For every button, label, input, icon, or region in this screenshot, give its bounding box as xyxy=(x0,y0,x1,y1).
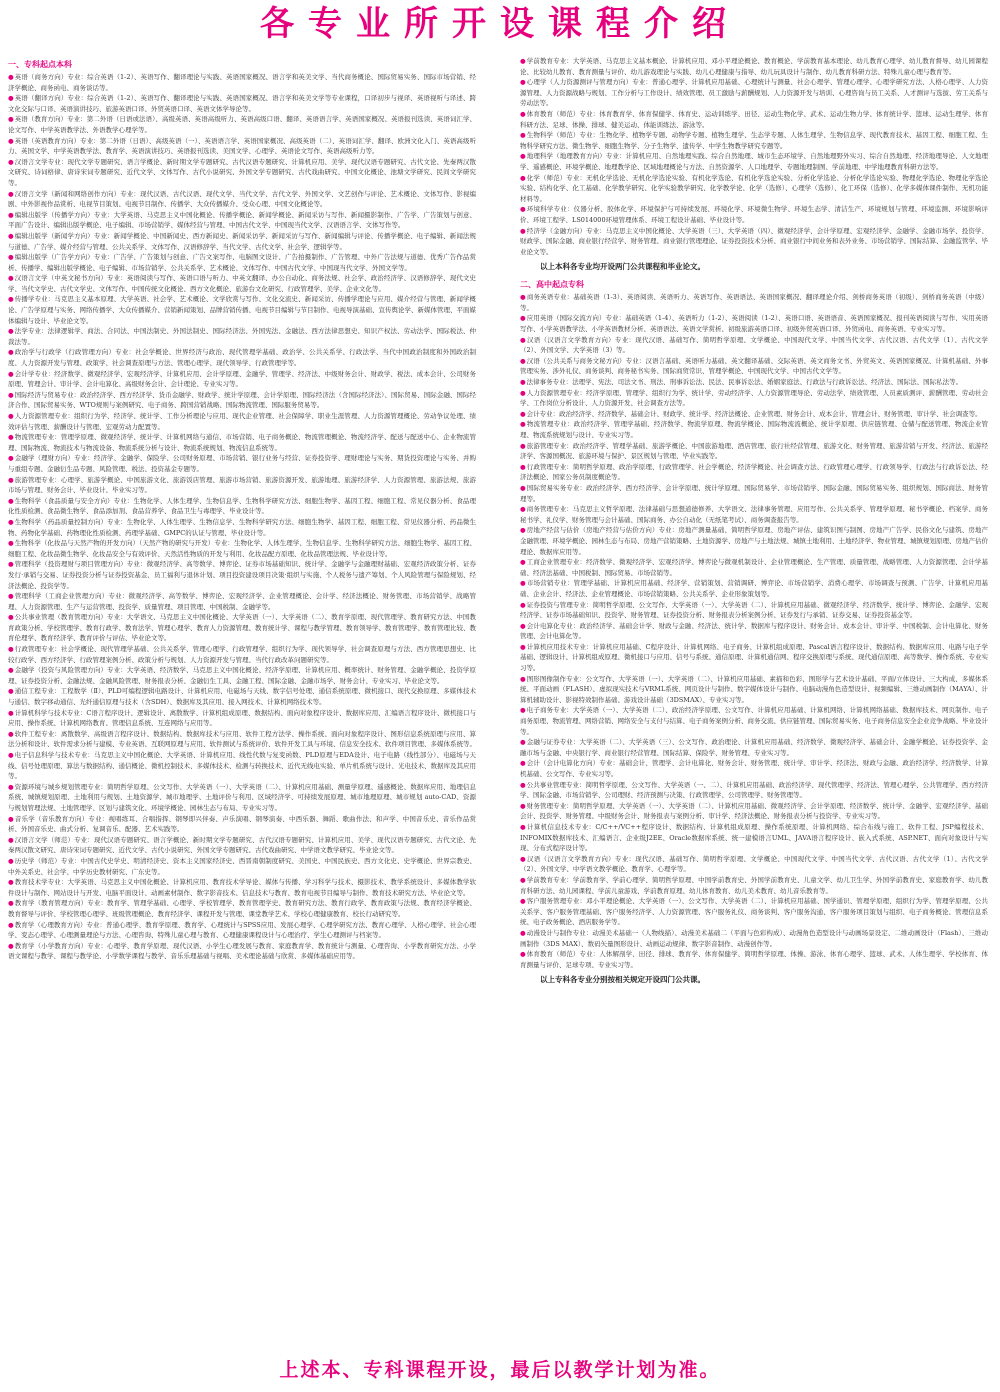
bullet-icon: ● xyxy=(8,751,14,759)
junior-heading: 二、高中起点专科 xyxy=(520,280,584,290)
course-entry xyxy=(520,292,988,313)
course-entry-text: 证券投资与管理专业：简明哲学原理、公文写作、大学英语（一）、大学英语（二）、计算机应用基础、微观经济学、经济数学、统计学、博弈论、金融学、宏观经济学、证券市场基础知识、投资学、财务管理、证券投资分析、财务报表分析案例分析、证券发行与承销、证券交易、证券投资基金等。 xyxy=(520,600,989,620)
bullet-icon: ● xyxy=(520,738,526,747)
course-entry-text: 市场营销专业：管理学基础、计算机应用基础、经济学、营销策划、营销调研、博弈论、市场营销学、消费心理学、市场调查与预测、广告学、计算机应用基础、企业会计、经济法、企业管理概论、市场营销策略、公共关系学、企业形象策划等。 xyxy=(520,579,989,598)
course-entry xyxy=(520,822,988,854)
bullet-icon: ● xyxy=(8,73,14,81)
course-entry xyxy=(8,157,476,189)
bullet-icon: ● xyxy=(520,152,526,161)
course-entry xyxy=(8,835,476,856)
course-entry xyxy=(520,578,988,599)
bullet-icon: ● xyxy=(520,621,526,630)
course-entry-text: 英语（教育方向）专业：第二外语（日语或法语）、高级英语、英语高级听力、英语高级口语、翻译、英语语言学、英语国家概况、英语报刊选读、英语词汇学、论文写作、中学英语教学法、外语教学心理学等。 xyxy=(8,115,477,134)
course-entry xyxy=(520,705,988,737)
bullet-icon: ● xyxy=(8,433,14,442)
course-entry xyxy=(8,898,476,919)
bullet-icon: ● xyxy=(520,378,526,387)
bullet-icon: ● xyxy=(8,941,14,950)
course-entry-text: 商务英语专业：基础英语（1-3）、英语阅读、英语听力、英语写作、英语语法、英语国家概况、翻译理论介绍、剑桥商务英语（初级）、剑桥商务英语（中级）等。 xyxy=(520,293,989,312)
course-entry-text: 行政管理专业：简明哲学原理、政治学原理、行政管理学、社会学概论、经济学概论、社会调查方法、行政管理心理学、行政领导学、行政法与行政诉讼法、经济法概论、国家公务员制度概论等。 xyxy=(520,462,989,482)
course-entry xyxy=(520,504,988,525)
course-entry xyxy=(520,356,988,377)
course-entry xyxy=(520,758,988,779)
bullet-icon: ● xyxy=(8,115,14,124)
bullet-icon: ● xyxy=(520,388,526,397)
page-title: 各专业所开设课程介绍 xyxy=(260,4,740,44)
course-entry xyxy=(520,483,988,504)
bullet-icon: ● xyxy=(520,226,526,235)
course-entry-text: 图形图像制作专业：公文写作、大学英语（一）、大学英语（二）、计算机应用基础、素描和色彩、图形学与艺术设计基础、平面/立体设计、三大构成、多媒体系统、平面动画（FLASH）、虚拟现实技术与VRML系统、网页设计与制作、数字媒体设计与制作、电脑动漫角色造型设计、视频编辑、三维动画制作（MAYA）、计算机辅助设计、影视特效制作基础、游戏设计基础（3DSMAX）、专业实习等。 xyxy=(520,674,988,704)
course-entry-text: 汉语（公共关系与商务文秘方向）专业：汉语言基础、英语听力基础、英文翻译基础、交际英语、英文商务文书、外贸英文、英语国家概况、计算机基础、外事管理实务、涉外礼仪、商务谈判、商务秘书实务、国际商贸常识、管理学概论、中国现代文学、中国古代文学等。 xyxy=(520,356,989,376)
bullet-icon: ● xyxy=(520,875,526,884)
junior-entries xyxy=(520,292,988,970)
bullet-icon: ● xyxy=(520,205,526,214)
bullet-icon: ● xyxy=(520,314,526,323)
bullet-icon: ● xyxy=(520,409,526,418)
bullet-icon: ● xyxy=(520,441,526,450)
course-entry xyxy=(520,77,988,109)
course-entry-text: 教育技术学专业：大学英语、马克思主义中国化概论、计算机应用、教育技术学导论、媒体与传播、学习科学与技术、摄影技术、教学系统设计、多媒体教学软件设计与制作、网站设计与开发、电脑平面设计、动画素材制作、数字影音技术、信息技术与教育、教育电视节目编导与制作、教育技术研究方法、毕业论文等。 xyxy=(8,878,477,897)
course-entry-text: 金融学（理财方向）专业：经济学、金融学、保险学、公司财务原理、市场营销、银行业务与经营、证券投资学、理财理论与实务、期货投资理论与实务、并购与重组专题、金融衍生品专题、风险管理、税法、投资基金专题等。 xyxy=(8,454,477,473)
bullet-icon: ● xyxy=(520,173,526,182)
course-entry-text: 生物科学（师范）专业：生物化学、植物学专题、动物学专题、植物生理学、生态学专题、人体生理学、生物信息学、现代教育技术、基因工程、细胞工程、生物科学研究方法、微生物学、细胞生物学、分子生物学、遗传学、中学生物教学研究专题等。 xyxy=(520,131,989,150)
course-entry xyxy=(520,896,988,928)
course-entry-text: 化学（师范）专业：无机化学选论、无机化学选论实验、有机化学选论、有机化学选论实验、分析化学选论、分析化学选论实验、物理化学选论、物理化学选论实验、结构化学、化工基础、化学教学研究、化学实验教学研究、化学教学论、化学（选修）、心理学（选修）、化工环保（选修）、化学多媒体课件制作、无机功能材料等。 xyxy=(520,173,989,203)
course-entry-text: 通信工程专业：工程数学（Ⅱ）、PLD可编程逻辑电路设计、计算机应用、电磁场与天线、数字信号处理、通信系统原理、微机接口、现代交换原理、多媒体技术与通信、数字移动通信、光纤通信原理与技术（含SDH）、数据库及其应用、接入网技术、计算机网络技术等。 xyxy=(8,687,476,707)
bullet-icon: ● xyxy=(8,687,14,696)
course-entry xyxy=(520,462,988,483)
course-entry-text: 生物科学（药品质量控制方向）专业：生物化学、人体生理学、生物信息学、生物科学研究方法、细胞生物学、基因工程、细胞工程、常见仪器分析、药品微生物、药物化学基础、药物理化性质检测、药理学基础、GMPC的认证与管理、毕业设计等。 xyxy=(8,517,477,537)
course-entry xyxy=(520,875,988,896)
course-entry-text: 公共事业管理专业：简明哲学原理、公文写作、大学英语（一、二）、计算机应用基础、政治经济学、现代管理学、经济法、管理心理学、公共管理学、西方经济学、国际金融、市场营销学、公司理财、经济预测与决策、行政管理学、公司管理学、财务管理等。 xyxy=(520,780,989,800)
bullet-icon: ● xyxy=(520,780,526,789)
bullet-icon: ● xyxy=(8,189,14,198)
course-entry-text: 传播学专业：马克思主义基本原理、大学英语、社会学、艺术概论、文学欣赏与写作、文化交流史、新闻采访、传播学理论与应用、媒介经营与管理、新闻学概论、广告学原理与实务、网络传播学、大众传播媒介、营销新闻策划、品牌营销传播、电视节目编辑与节目制作、电视导演基础、宣传舆论学、新媒体管理、平面媒体编辑与设计、毕业论文等。 xyxy=(8,295,477,325)
bullet-icon: ● xyxy=(8,708,14,717)
course-entry xyxy=(8,941,476,962)
course-entry-text: 政治学与行政学（行政管理方向）专业：社会学概论、世界经济与政治、现代管理学基础、政治学、公共关系学、行政法学、当代中国政治制度和外国政治制度、人力资源开发与管理、政策学、社会调查原理与方法、管理心理学、现代领导学、行政管理学等。 xyxy=(8,348,477,368)
bullet-icon: ● xyxy=(8,157,14,166)
course-entry-text: 会计（会计电算化方向）专业：基础会计、管理学、会计电算化、财务会计、财务管理、统计学、审计学、经济法、财政与金融、政治经济学、经济数学、计算机基础、公文写作、专业实习等。 xyxy=(520,759,989,778)
course-entry xyxy=(8,411,476,432)
bullet-icon: ● xyxy=(520,57,526,65)
bullet-icon: ● xyxy=(8,327,14,336)
course-entry-text: 公共事业管理（教育管理方向）专业：大学语文、马克思主义中国化概论、大学英语（一）、大学英语（二）、教育学原理、现代管理学、教育研究方法、中国教育政策分析、学校管理学、教育行政学、教育法学、管理心理学、教育人力资源管理、教育统计学、课程与教学管理、教育领导学、教育管理学、教育管理比较、教育伦理学、教育经济学、教育评价与评估、毕业论文等。 xyxy=(8,613,477,643)
bullet-icon: ● xyxy=(520,674,526,683)
course-entry xyxy=(520,949,988,970)
junior-note: 以上专科各专业分别按相关规定开设四门公共课。 xyxy=(540,975,705,985)
bullet-icon: ● xyxy=(520,462,526,471)
course-entry-text: 会计学专业：经济数学、微观经济学、宏观经济学、计算机应用、会计学原理、金融学、管理学、经济法、中级财务会计、财政学、税法、成本会计、公司财务原理、管理会计、审计学、会计电算化、高级财务会计、会计理论、专业实习等。 xyxy=(8,369,477,389)
course-entry xyxy=(520,377,988,388)
course-entry-text: 金融学（投资与风险管理方向）专业：大学英语、经济数学、马克思主义中国化概论、经济学原理、计算机应用、概率统计、财务管理、金融学概论、投资学原理、证券投资分析、金融法规、金融风险管理、财务报表分析、金融衍生工具、金融工程、国际金融、金融市场学、财务会计、专业实习、毕业论文等。 xyxy=(8,666,477,685)
bullet-icon: ● xyxy=(8,517,14,526)
course-entry xyxy=(520,419,988,440)
course-entry xyxy=(8,390,476,411)
bullet-icon: ● xyxy=(8,835,14,844)
course-entry-text: 汉语言文学专业：现代文学专题研究、语言学概论、新时期文学专题研究、古代汉语专题研究、计算机应用、美学、现代汉语专题研究、古代文论、先秦两汉散文研究、诗词格律、唐诗宋词专题研究、近代文学、文体写作、古代小说研究、外国文学专题研究、古代戏曲研究、中国文化概论、池塘文学研究、民间文学研究等。 xyxy=(8,157,477,187)
bullet-icon: ● xyxy=(8,454,14,463)
left-column xyxy=(8,56,476,962)
course-entry-text: 电子商务专业：大学英语（一）、大学英语（二）、政治经济学原理、公文写作、计算机应用基础、计算机网络、计算机网络基础、数据库技术、网页制作、电子商务原理、物流管理、网络营销、网络安全与支付与结算、电子商务案例分析、商务交流、供应链管理、国际贸易实务、电子商务信息安全企业竞争战略、毕业设计等。 xyxy=(520,706,989,736)
course-entry xyxy=(520,441,988,462)
course-entry-text: 商务管理专业：马克思主义哲学原理、法律基础与思想道德修养、大学语文、法律事务管理、应用写作、公共关系学、管理学原理、秘书学概论、档案学、商务秘书学、礼仪学、财务管理与会计基础、国际商务、办公自动化（无纸笔考试）、商务调查报告等。 xyxy=(520,505,989,524)
bullet-icon: ● xyxy=(8,210,14,219)
right-column xyxy=(520,56,988,992)
course-entry xyxy=(8,294,476,326)
course-entry-text: 房地产经营与估价（房地产经营与估价方向）专业：房地产测量基础、简明哲学原理、房地产评估、建筑识图与制图、房地产广告学、民俗文化与建筑、房地产金融管理、环境学概论、园林生态与布局、房地产营销策略、土地资源学、房地产与土地法规、城镇土地利用、土地经济学、物业管理、城镇规划原理、房地产估价理论、数据库应用等。 xyxy=(520,526,989,556)
bullet-icon: ● xyxy=(520,526,526,535)
course-entry-text: 动漫设计与制作专业：动漫美术基础一（人物线描）、动漫美术基础二（平面与色彩构成）、动漫角色造型设计与动画场景设定、二维动画设计（Flash）、三维动画制作（3DS MAX）、数码矢量图形设计、动画运动规律、数字影音制作、动漫创作等。 xyxy=(520,928,988,948)
course-entry xyxy=(8,708,476,729)
bullet-icon: ● xyxy=(8,496,14,505)
course-entry-text: 管理科学（投资理财与项目管理方向）专业：微观经济学、高等数学、博弈论、证券市场基础知识、统计学、金融学与金融理财基础、宏观经济政策分析、证券发行·承销与交易、证券投资分析与证券投资基金、员工福利与退休计划、项目投资建设项目决策·组织与实施、个人税务与遗产筹划、个人风险管理与保险规划、经济法概论、投资学等。 xyxy=(8,560,477,590)
course-entry xyxy=(520,557,988,578)
course-entry-text: 学前教育专业：学前教育学、学前心理学、简明哲学原理、中国学前教育史、外国学前教育史、儿童文学、幼儿卫生学、外国学前教育史、家庭教育学、幼儿教育科研方法、幼儿园课程、学前儿童游戏、学前教育原理、幼儿体育教育、幼儿美术教育、幼儿音乐教育等。 xyxy=(520,875,989,895)
course-entry xyxy=(8,326,476,347)
course-entry xyxy=(8,517,476,538)
course-entry-text: 法律事务专业：法理学、宪法、司法文书、刑法、刑事诉讼法、民法、民事诉讼法、婚姻家庭法、行政法与行政诉讼法、经济法、国际法、国际私法等。 xyxy=(526,378,963,387)
course-entry-text: 国际经济与贸易专业：政治经济学、西方经济学、货币金融学、财政学、统计学原理、会计学原理、国际经济法（含国际经济法）、国际贸易、国际金融、国际经济合作、国际贸易实务、WTO规则与案例研究、电子商务、跨国营销战略、国际物流管理、国际服务贸易等。 xyxy=(8,390,477,410)
bullet-icon: ● xyxy=(520,356,526,365)
course-entry xyxy=(8,686,476,707)
course-entry xyxy=(8,559,476,591)
bullet-icon: ● xyxy=(8,814,14,823)
course-entry-text: 编辑出版学（广告学方向）专业：广告学、广告策划与创意、广告文案写作、电脑图文设计、广告拍摄制作、广告管理、中外广告法规与道德、优秀广告作品赏析、传播学、编辑出版学概论、电子编辑、市场营销学、公共关系学、艺术概论、文体写作、中国古代文学、中国现当代文学、外国文学等。 xyxy=(8,253,477,272)
bullet-icon: ● xyxy=(520,131,526,140)
course-entry xyxy=(8,475,476,496)
course-entry-text: 人力资源管理专业：经济学原理、管理学、组织行为学、统计学、劳动经济学、人力资源管理导论、劳动法学、绩效管理、人员素质测评、薪酬管理、劳动社会学、工作岗位分析设计、人力资源开发、社会调查方法等。 xyxy=(520,388,989,408)
bullet-icon: ● xyxy=(520,78,526,87)
course-entry-text: 法学专业：法律逻辑学、商法、合同法、中国法制史、外国法制史、国际经济法、外国宪法、金融法、西方法律思想史、知识产权法、劳动法学、国际税法、仲裁法等。 xyxy=(8,327,477,346)
course-entry xyxy=(8,750,476,782)
course-entry-text: 国际贸易实务专业：政治经济学、西方经济学、会计学原理、统计学原理、国际贸易学、市场营销学、国际金融、国际贸易实务、组织规划、国际商法、财务管理等。 xyxy=(520,483,989,503)
course-entry-text: 软件工程专业：离散数学、高级语言程序设计、数据结构、数据库技术与应用、软件工程方法学、操作系统、面向对象程序设计、图形信息系统原理与应用、算法分析和设计、软件需求分析与建模、专业英语、互联网原理与应用、软件测试与系统评价、软件开发工具与环境、信息安全技术、软件项目管理、多媒体系统等。 xyxy=(8,729,477,749)
bullet-icon: ● xyxy=(520,558,526,567)
course-entry-text: 物流管理专业：政治经济学、管理学基础、经济数学、物流学原理、物流学概论、国际物流流概论、统计学原理、供应链管理、仓储与配送管理、物流企业管理、物流系统规划与设计、专业实习等。 xyxy=(520,420,989,439)
course-entry xyxy=(520,854,988,875)
course-entry xyxy=(520,642,988,674)
bullet-icon: ● xyxy=(8,645,14,654)
bullet-icon: ● xyxy=(8,390,14,399)
bullet-icon: ● xyxy=(520,950,526,959)
course-entry xyxy=(8,72,476,93)
course-entry xyxy=(8,538,476,559)
bullet-icon: ● xyxy=(520,822,527,831)
course-entry xyxy=(520,409,988,420)
course-entry xyxy=(520,621,988,642)
bullet-icon: ● xyxy=(8,560,14,569)
bullet-icon: ● xyxy=(520,109,526,118)
course-entry xyxy=(520,204,988,225)
undergrad-entries xyxy=(8,72,476,962)
course-entry xyxy=(520,226,988,258)
course-entry-text: 编辑出版学（传播学方向）专业：大学英语、马克思主义中国化概论、传播学概论、新闻学概论、新闻采访与写作、新闻摄影制作、广告学、广告策划与创意、平面广告设计、编辑出版学概论、电子编辑、市场营销学、媒体经营与管理、中国古代文学、中国现当代文学、汉语语言学、文体写作等。 xyxy=(8,210,477,230)
course-entry xyxy=(520,130,988,151)
course-entry-text: 地理科学（地理教育方向）专业：计算机应用、自然地理实践、综合自然地理、城市生态环境学、自然地理野外实习、综合自然地理、经济地理导论、人文地理学、遥感概论、环境学概论、地理教学论、区域地理概论与方法、自然资源学、人口地理学、专题地理制图、学前地理、中学地理教育科研方法等。 xyxy=(520,152,989,171)
bullet-icon: ● xyxy=(8,539,14,548)
bullet-icon: ● xyxy=(520,928,526,937)
footer-note: 上述本、专科课程开设，最后以教学计划为准。 xyxy=(279,1359,721,1381)
course-entry-text: 音乐学（音乐教育方向）专业：视唱练耳、合唱指挥、钢琴即兴伴奏、声乐演唱、钢琴演奏、中西乐器、舞蹈、歌曲作法、和声学、中国音乐史、音乐作品赏析、外国音乐史、曲式分析、复调音乐、配器、艺术实践等。 xyxy=(8,814,477,834)
course-entry xyxy=(520,525,988,557)
course-entry-text: 历史学（师范）专业：中国古代史学史、明清经济史、资本主义国家经济史、西晋南朝制度研究、美国史、中国民族史、西方文化史、史学概论、世界宗教史、中外关系史、社会学、中学历史教材研究、广东史等。 xyxy=(8,856,477,876)
course-entry-text: 会计专业：政治经济学、经济数学、基础会计、财政学、统计学、经济法概论、企业管理、财务会计、成本会计、管理会计、财务管理、审计学、社会调查等。 xyxy=(526,409,982,418)
course-entry-text: 学前教育专业：大学英语、马克思主义基本概论、计算机应用、邓小平理论概论、教育概论、学前教育基本理论、幼儿教育心理学、幼儿教育督导、幼儿园课程论、比较幼儿教育、教育测量与评价、幼儿游戏理论与实践、幼儿心理健康与指导、幼儿玩具设计与制作、幼儿教育科研方法、特殊儿童心理与教育等。 xyxy=(520,57,989,76)
bullet-icon: ● xyxy=(520,505,526,514)
bullet-icon: ● xyxy=(520,706,526,715)
course-entry xyxy=(520,928,988,949)
course-entry xyxy=(520,151,988,172)
course-entry xyxy=(520,388,988,409)
course-entry xyxy=(8,453,476,474)
bullet-icon: ● xyxy=(8,899,14,908)
course-entry xyxy=(520,600,988,621)
course-entry xyxy=(8,877,476,898)
bullet-icon: ● xyxy=(520,642,526,651)
course-entry-text: 汉语言文学（师范）专业：现代汉语专题研究、语言学概论、新时期文学专题研究、古代汉语专题研究、计算机应用、美学、现代汉语专题研究、古代文论、先秦两汉散文研究、唐诗宋词专题研究、近代文学、古代小说研究、外国文学专题研究、古代戏曲研究、中学语文教学研究、毕业论文等。 xyxy=(8,835,477,855)
course-entry xyxy=(8,782,476,814)
course-entry-text: 电子信息科学与技术专业：马克思主义中国化概论、大学英语、计算机应用、线性代数与复变函数、PLD原理与EDA设计、电子电路（线性部分）、电磁场与天线、信号处理原理、算法与数据结构、通信概论、微机控制技术、多媒体技术、检测与转换技术、近代无线电实验、单片机系统与设计、光电技术、数据库及其应用等。 xyxy=(8,751,476,781)
bullet-icon: ● xyxy=(8,856,14,865)
course-entry-text: 教育学（教育管理方向）专业：教育学、管理学基础、心理学、学校管理学、教育管理学史、教育研究方法、教育行政学、教育政策与法规、教育经济学概论、教育督导与评价、学校管理心理学、班级管理概论、教育经济学、课程开发与管理、课堂教学艺术、学校心理健康教育、校长行动研究等。 xyxy=(8,899,477,918)
course-entry xyxy=(8,612,476,644)
course-entry-text: 管理科学（工商企业管理方向）专业：微观经济学、高等数学、博弈论、宏观经济学、企业管理概论、会计学、经济法概论、财务管理、市场营销学、战略管理、人力资源管理、生产与运营管理、投资学、质量管理、项目管理、中国税制、金融学等。 xyxy=(8,592,477,611)
bullet-icon: ● xyxy=(520,579,526,588)
course-entry-text: 英语（翻译方向）专业：综合英语（1-2）、英语写作、翻译理论与实践、英语国家概况、语言学和英美文学等专业课程，口译初步与视译、英语视听与译述、跨文化交际与口译、英语演讲技巧、旅游英语口译、外贸英语口译、英语文体学导论等。 xyxy=(8,94,477,113)
course-entry-text: 金融与证券专业：大学英语（二）、大学英语（三）、公文写作、政治理论、计算机应用基础、经济数学、微观经济学、基础会计、金融学概论、证券投资学、金融市场与金融、中央银行学、商业银行经营管理、国际结算、保险学、财务管理、专业实习等。 xyxy=(520,738,989,757)
course-entry xyxy=(8,93,476,114)
bullet-icon: ● xyxy=(520,801,526,810)
course-entry xyxy=(520,780,988,801)
course-entry xyxy=(8,814,476,835)
bullet-icon: ● xyxy=(8,782,14,791)
course-entry-text: 汉语言文学（中英文秘书方向）专业：英语阅读与写作、英语口语与听力、中英文翻译、办公自动化、商务法规、社会学、政治经济学、汉语修辞学、现代文史学、当代文学史、古代文学史、文体写作、中国传统文化概论、西方文化概论、旅游台文化研究、行政管理学、美学、企业文化等。 xyxy=(8,274,477,293)
course-entry xyxy=(520,173,988,205)
course-entry-text: 英语（商务方向）专业：综合英语（1-2）、英语写作、翻译理论与实践、英语国家概况、语言学和英美文学、当代商务概论、国际贸易实务、国际市场营销、经济学概论、商务函电、商务谈话等。 xyxy=(8,73,477,92)
course-entry-text: 会计电算化专业：政治经济学、基础会计学、财政与金融、经济法、统计学、数据库与程序设计、财务会计、成本会计、审计学、中国税制、会计电算化、财务管理、会计电算化等。 xyxy=(520,621,989,641)
course-entry xyxy=(8,136,476,157)
course-entry xyxy=(8,496,476,517)
course-entry-text: 客户服务管理专业：邓小平理论概论、大学英语（一）、公文写作、大学英语（二）、计算机应用基础、国学通识、管理学原理、组织行为学、管理学原理、公共关系学、客户服务管理基础、客户服务经济学、人力资源管理、客户服务礼仪、商务谈判、客户服务沟通、客户服务项目策划与组织、电子商务概论、管理信息系统、电子政务概论、酒店服务学等。 xyxy=(520,897,989,927)
course-entry xyxy=(520,335,988,356)
course-entry xyxy=(8,665,476,686)
course-entry-text: 经济学（金融方向）专业：马克思主义中国化概论、大学英语（三）、大学英语（四）、微观经济学、会计学原理、宏观经济学、金融学、金融市场学、投资学、财政学、国际金融、商业银行经营学、财务管理、商业银行管理理论、证券投资技术分析、商业银行中间业务和表外业务、市场营销学、国际结算、金融监管学、毕业论文等。 xyxy=(520,226,989,256)
course-entry-text: 应用英语（国际交流方向）专业：基础英语（1-4）、英语听力（1-2）、英语阅读（1-2）、英语口语、英语语音、英语国家概况、报刊英语阅读与写作、实用英语写作、小学英语教学法、小学英语教材分析、英语语法、英语文学赏析、初级旅游英语口译、初级外贸英语口译、外贸函电、商务英语、专业实习等。 xyxy=(520,314,988,334)
course-entry xyxy=(8,189,476,210)
course-entry-text: 资源环境与城乡规划管理专业：简明哲学原理、公文写作、大学英语（一）、大学英语（二）、计算机应用基础、测量学原理、遥感概论、数据库应用、地理信息系统、城镇规划原理、土地利用与规划、土地资源学、城市地理学、土地评价与利用、区域经济学、可持续发展原理、城市地理原理、城市规划 auto-CAD、资源与规划管理法规、土地管理学、区划与建筑文化、环境学概论、园林生态与布局、专业实习等。 xyxy=(8,782,477,812)
course-entry xyxy=(520,56,988,77)
bullet-icon: ● xyxy=(520,897,526,906)
bullet-icon: ● xyxy=(520,759,526,768)
course-entry xyxy=(520,109,988,130)
course-entry-text: 生物科学（化妆品与天然产物的开发方向）（天然产物的研究与开发）专业：生物化学、人体生理学、生物信息学、生物科学研究方法、细胞生物学、基因工程、细胞工程、化妆品微生物学、化妆品安全与有效评价、天然活性物质的开发与利用、化妆品配方原理、化妆品管理法规、毕业设计等。 xyxy=(8,539,477,558)
bullet-icon: ● xyxy=(8,592,14,601)
bullet-icon: ● xyxy=(8,94,14,103)
course-entry xyxy=(520,313,988,334)
bullet-icon: ● xyxy=(520,854,526,863)
course-entry-text: 旅游管理专业：政治经济学、管理学基础、旅游学概论、中国旅游地理、酒店管理、旅行社经营管理、旅游文化、财务管理、旅游营销与开发、经济法、旅游经济学、客源国概况、旅游环境与保护、景区规划与管理、毕业实践等。 xyxy=(520,441,989,461)
bullet-icon: ● xyxy=(8,729,14,738)
course-entry-text: 教育学（小学教育方向）专业：心理学、教育学原理、现代汉语、小学生心理发展与教育、家庭教育学、教育统计与测量、心理咨询、小学教育研究方法、小学语文课程与教学、课程与教学论、小学数学课程与教学、音乐乐理基础与视唱、美术理论基础与欣赏、多媒体基础应用等。 xyxy=(8,941,477,961)
undergrad-note: 以上本科各专业均开设两门公共课程和毕业论文。 xyxy=(540,262,705,272)
bullet-icon: ● xyxy=(8,369,14,378)
course-entry xyxy=(8,644,476,665)
course-entry xyxy=(8,231,476,252)
bullet-icon: ● xyxy=(8,412,14,420)
course-entry-text: 体育教育（师范）专业：人体解剖学、田径、排球、教育学、体育保健学、简明哲学原理、体操、游泳、体育心理学、篮球、武术、人体生理学、学校体育、体育测量与评价、足球专项、专业实习等。 xyxy=(520,950,989,969)
bullet-icon: ● xyxy=(8,878,14,887)
course-entry-text: 心理学（人力资源测评与管理方向）专业：普通心理学、计算机应用基础、心理统计与测量、社会心理学、管理心理学、心理学研究方法、人格心理学、人力资源管理、人力资源战略与规划、工作分析与工作设计、绩效管理、员工激励与薪酬规划、人力资源开发与培训、心理咨询与员工关系、人才测评与选拔、劳工关系与劳动法等。 xyxy=(520,78,989,108)
course-entry-text: 汉语（汉语言文学教育方向）专业：现代汉语、基础写作、简明哲学原理、文学概论、中国现代文学、中国当代文学、古代汉语、古代文学（1）、古代文学（2）、外国文学、大学英语（3）等。 xyxy=(520,335,989,355)
course-entry-text: 体育教育（师范）专业：体育教育学、体育保健学、体育史、运动训练学、田径、运动生物化学、武术、运动生物力学、体育统计学、篮球、运动生理学、体育科研方法、足球、体操、排球、健美运动、体能训练法、游泳等。 xyxy=(520,109,989,129)
bullet-icon: ● xyxy=(8,253,14,262)
course-entry xyxy=(520,737,988,758)
bullet-icon: ● xyxy=(8,231,14,240)
undergrad-entries-continued xyxy=(520,56,988,257)
course-entry xyxy=(520,674,988,706)
bullet-icon: ● xyxy=(8,613,14,622)
course-entry-text: 工商企业管理专业：经济数学、微观经济学、宏观经济学、博弈论与微观机制设计、企业管理概论、生产管理、质量管理、战略管理、人力资源管理、会计学基础、经济法基础、中国税制、国际贸易、市场营销等。 xyxy=(520,558,989,577)
course-entry-text: 计算机应用技术专业：计算机应用基础、C程序设计、计算机网络、电子商务、计算机组成原理、Pascal语言程序设计、数据结构、数据库应用、电路与电子学基础、逻辑设计、计算机组成原理、微机接口与应用、信号与系统、通信原理、计算机通信网、程序交换原理与系统、现代通信原理、高等数学、操作系统、专业实习等。 xyxy=(520,642,988,673)
course-entry-text: 计算机信息技术专业：C/C++/VC++程序设计、数据结构、计算机组成原理、操作系统原理、计算机网络、综合布线与施工、软件工程、JSP编程技术、INFOMIX数据库技术、汇编语言、企业级J2EE、Oracle数据库系统、统一建模语言UML、JAVA语言程序设计、嵌入式系统、ASP.NET、面向对象设计与实现、分布式程序设计等。 xyxy=(520,822,988,853)
course-entry-text: 行政管理专业：社会学概论、现代管理学基础、公共关系学、管理心理学、行政管理学、组织行为学、现代领导学、社会调查原理与方法、西方管理思想史、比较行政学、西方经济学、行政管理案例分析、政策分析与规划、人力资源开发与管理、当代行政改革问题研究等。 xyxy=(8,645,477,664)
course-entry xyxy=(8,347,476,368)
bullet-icon: ● xyxy=(8,475,14,484)
bullet-icon: ● xyxy=(8,920,14,929)
bullet-icon: ● xyxy=(8,666,14,675)
course-entry xyxy=(8,856,476,877)
course-entry xyxy=(8,591,476,612)
course-entry-text: 计算机科学与技术专业：C语言程序设计、逻辑设计、离散数学、计算机组成原理、数据结构、面向对象程序设计、数据库应用、汇编语言程序设计、微机接口与应用、操作系统、计算机网络教育、管理信息系统、互连网络与应用等。 xyxy=(8,708,477,728)
bullet-icon: ● xyxy=(520,293,526,302)
undergrad-heading: 一、专科起点本科 xyxy=(8,60,72,69)
course-entry xyxy=(8,252,476,273)
course-entry-text: 英语（英语教育方向）专业：第二外语（日语）、高级英语（一）、英语语言学、英语国家概况、高级英语（二）、英语词汇学、翻译、欧洲文化入门、英语高级听力、英国文学、中学英语教学法、教育学、英语演讲技巧、英语报刊选读、美国文学、心理学、英语论文写作、英语高级听力等。 xyxy=(8,136,477,156)
bullet-icon: ● xyxy=(8,348,14,357)
course-entry xyxy=(8,114,476,135)
course-entry-text: 人力资源管理专业：组织行为学、经济学、统计学、工作分析理论与应用、现代企业管理、社会保障学、职业生涯管理、人力资源管理概论、劳动争议处理、绩效评估与管理、薪酬设计与管理、宏观劳动力配置等。 xyxy=(8,412,477,431)
bullet-icon: ● xyxy=(8,295,14,304)
course-entry-text: 汉语言文学（新闻和网络创作方向）专业：现代汉语、古代汉语、现代文学、当代文学、古代文学、外国文学、文艺创作与评论、艺术概论、文体写作、影视编剧、中外影视作品赏析、电视节目策划、电视节目制作、传播学、大众传播媒介、受众心理、中国文化概论等。 xyxy=(8,189,477,209)
course-entry xyxy=(8,273,476,294)
bullet-icon: ● xyxy=(520,600,526,609)
course-entry-text: 汉语（汉语言文学教育方向）专业：现代汉语、基础写作、简明哲学原理、文学概论、中国现代文学、中国当代文学、古代汉语、古代文学（1）、古代文学（2）、外国文学、中学语文教学概论、教育学、心理学等。 xyxy=(520,854,989,874)
course-entry-text: 旅游管理专业：心理学、旅游学概论、中国旅游文化、旅游饭店管理、旅游市场营销、旅游资源开发、旅游地理、旅游经济学、人力资源管理、旅游法规、旅游市场与管理、财务会计、毕业设计、毕业实习等。 xyxy=(8,475,477,495)
course-entry-text: 教育学（心理教育方向）专业：普通心理学、教育学原理、教育学、心理统计与SPSS应用、发展心理学、心理学研究方法、教育心理学、人格心理学、社会心理学、变态心理学、心理测量理论与方法、心理咨询、特殊儿童心理与教育、心理健康课程设计与心理治疗、学生心理测评与档案等。 xyxy=(8,920,476,940)
bullet-icon: ● xyxy=(520,483,526,492)
bullet-icon: ● xyxy=(520,420,526,429)
course-entry-text: 财务管理专业：简明哲学原理、大学英语（一）、大学英语（二）、计算机应用基础、微观经济学、会计学原理、经济数学、统计学、金融学、宏观经济学、基础会计、投资学、财务管理、中级财务会计、财务报表与案例分析、审计学、经济法概论、财务报表分析与投资学、专业实习等。 xyxy=(520,801,989,821)
bullet-icon: ● xyxy=(8,274,14,283)
course-entry-text: 编辑出版学（新闻学方向）专业：新闻学概论、中国新闻史、西方新闻史、新闻采访学、新闻采访与写作、新闻编辑与评论、传播学概论、电子编辑、新闻法规与道德、广告学、媒介经营与管理、公共关系学、文体写作、汉语修辞学、当代文学、古代文学、社会学、逻辑学等。 xyxy=(8,231,477,251)
course-entry-text: 环境科学专业：仪器分析、胶体化学、环境保护与可持续发展、环境化学、环境微生物学、环境生态学、清洁生产、环境规划与管理、环境监测、环境影响评价、环境工程学、LS014000环境管理体系、环境工程设计基础、毕业设计等。 xyxy=(520,205,989,224)
course-entry xyxy=(8,729,476,750)
course-entry xyxy=(520,801,988,822)
course-entry xyxy=(8,920,476,941)
course-entry xyxy=(8,432,476,453)
course-entry xyxy=(8,210,476,231)
course-entry xyxy=(8,369,476,390)
course-entry-text: 物流管理专业：管理学原理、微观经济学、统计学、计算机网络与通信、市场营销、电子商务概论、物流管理概论、物流经济学、配送与配送中心、企业物流管理、国际物流、物流技术与物流设备、物流系统分析与设计、物流系统规划、物流信息系统等。 xyxy=(8,433,477,452)
bullet-icon: ● xyxy=(8,136,14,145)
course-entry-text: 生物科学（食品质量与安全方向）专业：生物化学、人体生理学、生物信息学、生物科学研究方法、细胞生物学、基因工程、细胞工程、常见仪器分析、食品理化性质检测、食品微生物学、食品添加剂、食品营养学、食品卫生与毒理学、毕业设计等。 xyxy=(8,496,477,516)
bullet-icon: ● xyxy=(520,335,526,344)
